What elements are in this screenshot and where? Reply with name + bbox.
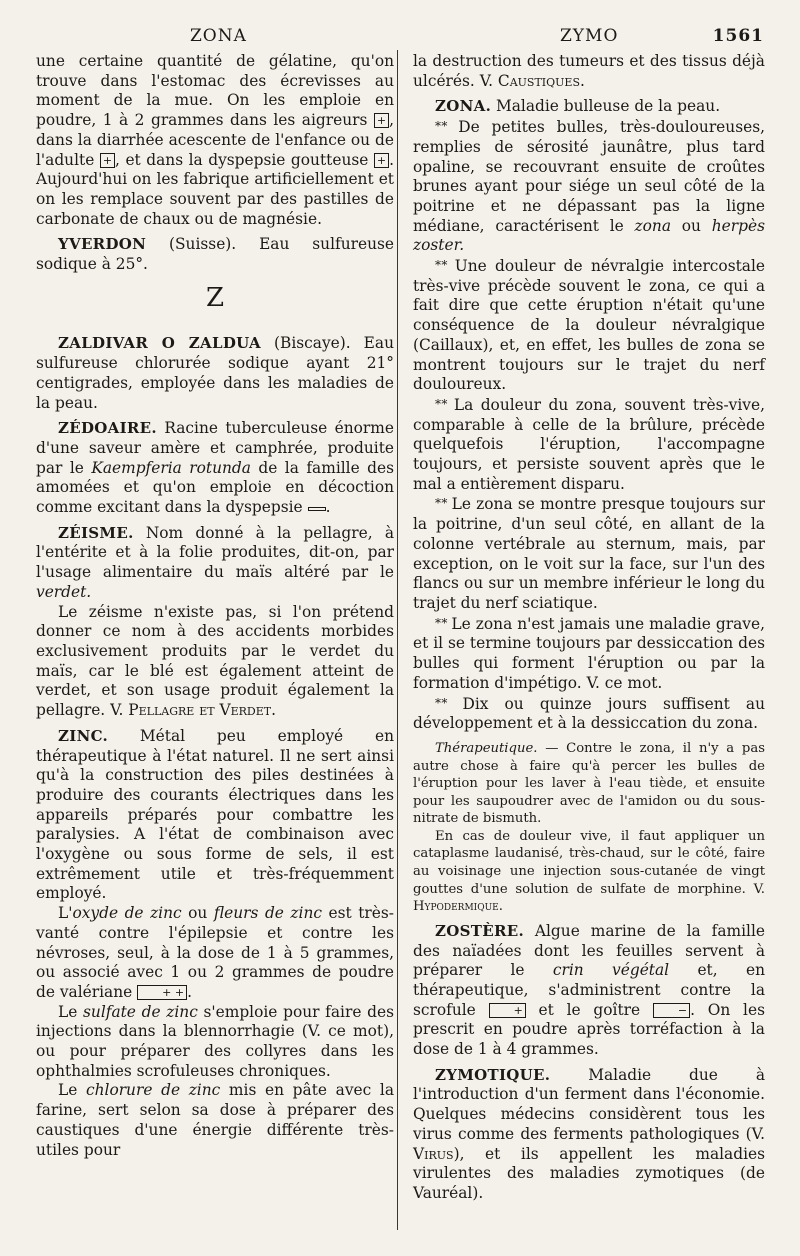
- zona-paragraph: * * Une douleur de névralgie intercostale très-vive précède souvent le zona, ce qui a fait dire que cette éruption n'était qu'une conséquence de la douleur névralgique (Caillaux), et, en effet, les bulles de zona se montrent toujours sur le trajet du nerf douloureux.: [413, 257, 765, 394]
- minus-symbol-icon: −: [653, 1003, 690, 1018]
- column-divider: [397, 50, 398, 1230]
- headword: ZONA.: [435, 97, 492, 116]
- headword: ZOSTÈRE.: [435, 921, 524, 940]
- entry-continuation: une certaine quantité de gélatine, qu'on trouve dans l'estomac des écrevisses au moment de la mue. On les emploie en poudre, 1 à 2 grammes dans les aigreurs + , dans la diarrhée acescente de l'enfance ou de l'adulte + , et dans la dyspepsie goutteuse + . Aujourd'hui on les fabrique artificiellement et on les remplace souvent par des pastilles de carbonate de chaux ou de magnésie.: [36, 52, 394, 228]
- headword: ZALDIVAR O ZALDUA: [58, 334, 261, 353]
- entry-zinc-chlorure: Le chlorure de zinc mis en pâte avec la farine, sert selon sa dose à préparer des caustiques d'une énergie différente très-utiles pour: [36, 1081, 394, 1159]
- header-left-word: ZONA: [190, 26, 247, 46]
- entry-zymotique: ZYMOTIQUE. Maladie due à l'introduction d'un ferment dans l'économie. Quelques médecins considèrent tous les virus comme des ferments pathologiques (V. Virus), et ils appellent les maladies virulentes des maladies zymotiques (de Vauréal).: [413, 1065, 765, 1202]
- plus-symbol-icon: +: [489, 1003, 526, 1018]
- asterism-icon: * *: [435, 695, 447, 710]
- entry-yverdon: YVERDON (Suisse). Eau sulfureuse sodique à 25°.: [36, 235, 394, 274]
- asterism-icon: * *: [435, 396, 447, 411]
- entry-zinc-oxyde: L'oxyde de zinc ou fleurs de zinc est très-vanté contre l'épilepsie et contre les névroses, seul, à la dose de 1 à 5 grammes, ou associé avec 1 ou 2 grammes de poudre de valériane + + .: [36, 904, 394, 1001]
- zona-paragraph: * * La douleur du zona, souvent très-vive, comparable à celle de la brûlure, précède quelquefois l'éruption, l'accompagne toujours, et persiste souvent après que le mal a entièrement disparu.: [413, 395, 765, 493]
- plus-symbol-icon: +: [100, 153, 115, 168]
- cross-reference: Virus: [413, 1144, 454, 1163]
- entry-zaldivar: ZALDIVAR O ZALDUA (Biscaye). Eau sulfureuse chlorurée sodique ayant 21° centigrades, employée dans les maladies de la peau.: [36, 334, 394, 412]
- asterism-icon: * *: [435, 258, 447, 273]
- double-plus-symbol-icon: + +: [137, 985, 187, 1000]
- headword: ZÉDOAIRE.: [58, 419, 157, 438]
- plus-symbol-icon: +: [374, 153, 389, 168]
- zona-paragraph: * * Dix ou quinze jours suffisent au développement et à la dessiccation du zona.: [413, 694, 765, 733]
- right-column: [413, 52, 765, 1204]
- zona-therapeutique-paragraph: En cas de douleur vive, il faut appliquer un cataplasme laudanisé, très-chaud, sur le côté, faire au voisinage une injection sous-cutanée de vingt gouttes d'une solution de sulfate de morphine. V. Hypodermique.: [413, 828, 765, 915]
- zona-therapeutique: Thérapeutique. — Contre le zona, il n'y a pas autre chose à faire qu'à percer les bulles de l'éruption pour les laver à l'eau tiède, et ensuite pour les saupoudrer avec de l'amidon ou du sous-nitrate de bismuth.: [413, 740, 765, 827]
- entry-zona: ZONA. Maladie bulleuse de la peau.: [435, 97, 721, 116]
- asterism-icon: * *: [435, 615, 447, 630]
- headword: ZINC.: [58, 726, 109, 745]
- entry-zinc: ZINC. Métal peu employé en thérapeutique à l'état naturel. Il ne sert ainsi qu'à la construction des piles destinées à produire des courants électriques dans les appareils préparés pour combattre les paralysies. A l'état de combinaison avec l'oxygène ou sous forme de sels, il est extrêmement utile et très-fréquemment employé.: [36, 726, 394, 903]
- entry-zedoaire: ZÉDOAIRE. Racine tuberculeuse énorme d'une saveur amère et camphrée, produite par le Kaempferia rotunda de la famille des amomées et qu'on emploie en décoction comme excitant dans la dyspepsie .: [36, 419, 395, 517]
- headword: YVERDON: [58, 235, 147, 254]
- zona-paragraph: * * Le zona se montre presque toujours sur la poitrine, d'un seul côté, en allant de la colonne vertébrale au sternum, mais, par exception, on le voit sur la face, sur l'un des flancs ou sur un membre inférieur le long du trajet du nerf sciatique.: [413, 495, 765, 612]
- cross-reference: Hypodermique.: [413, 899, 503, 915]
- zona-paragraph: * * Le zona n'est jamais une maladie grave, et il se termine toujours par dessiccation des bulles qui forment l'éruption ou par la formation d'impétigo. V. ce mot.: [413, 614, 765, 692]
- zona-paragraph: * * De petites bulles, très-douloureuses, remplies de sérosité jaunâtre, plus tard opaline, se recouvrant ensuite de croûtes brunes ayant pour siége un seul côté de la poitrine et ne dépassant pas la ligne médiane, caractérisent le zona ou herpès zoster.: [413, 118, 765, 255]
- cross-reference: Pellagre et Verdet.: [128, 701, 276, 720]
- entry-zeisme: ZÉISME. Nom donné à la pellagre, à l'entérite et à la folie produites, dit-on, par l'usage alimentaire du maïs altéré par le verdet.: [36, 523, 394, 601]
- asterism-icon: * *: [435, 496, 447, 511]
- plus-symbol-icon: +: [374, 113, 389, 128]
- entry-continuation: la destruction des tumeurs et des tissus déjà ulcérés. V. Caustiques.: [413, 52, 765, 90]
- entry-zinc-sulfate: Le sulfate de zinc s'emploie pour faire des injections dans la blennorrhagie (V. ce mot), ou pour préparer des collyres dans les ophthalmies scrofuleuses chroniques.: [36, 1002, 394, 1080]
- headword: ZÉISME.: [58, 523, 134, 542]
- header-center-word: ZYMO: [560, 26, 619, 46]
- section-letter: Z: [205, 282, 225, 313]
- page-number: 1561: [712, 26, 764, 46]
- asterism-icon: * *: [435, 119, 447, 134]
- headword: ZYMOTIQUE.: [435, 1065, 551, 1084]
- empty-square-symbol-icon: [308, 507, 326, 511]
- entry-zostere: ZOSTÈRE. Algue marine de la famille des naïadées dont les feuilles servent à préparer le crin végétal et, en thérapeutique, s'administrent contre la scrofule + et le goître − . On les prescrit en poudre après torréfaction à la dose de 1 à 4 grammes.: [413, 921, 765, 1059]
- left-column: [36, 52, 394, 1160]
- cross-reference: Caustiques.: [497, 71, 585, 90]
- entry-zeisme-paragraph: Le zéisme n'existe pas, si l'on prétend donner ce nom à des accidents morbides exclusivement produits par le verdet du maïs, car le blé est également atteint de verdet, et son usage produit également la pellagre. V. Pellagre et Verdet.: [36, 602, 394, 720]
